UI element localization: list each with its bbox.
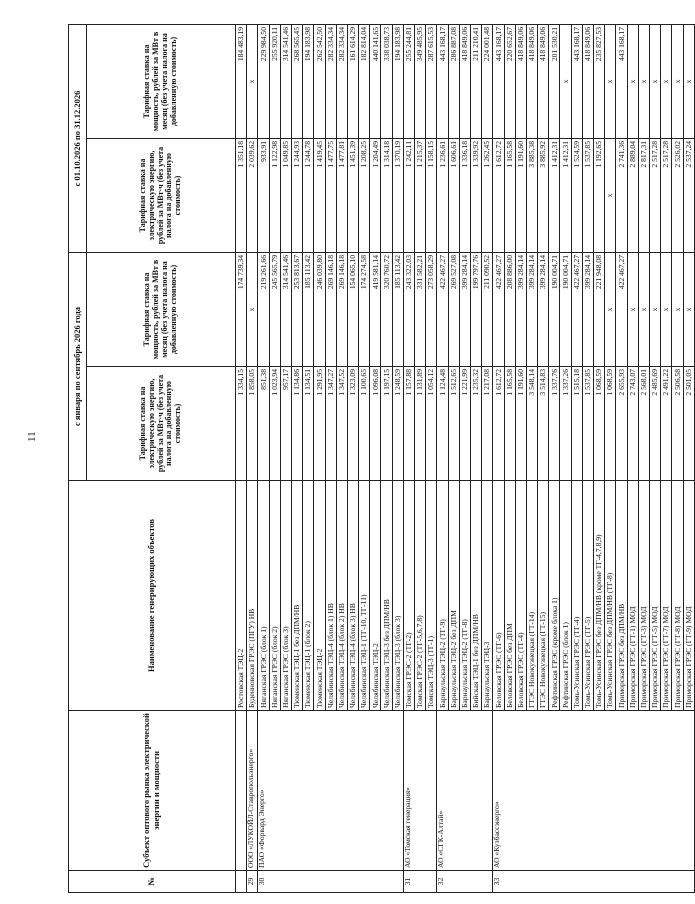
- cell-energy-rate-2: 1 244,93: [291, 139, 302, 253]
- cell-capacity-rate-1: 273 058,29: [426, 253, 437, 367]
- cell-capacity-rate-1: 422 467,27: [493, 253, 504, 367]
- cell-energy-rate-2: 1 244,78: [303, 139, 314, 253]
- cell-capacity-rate-1: 422 467,27: [437, 253, 448, 367]
- cell-capacity-rate-1: x: [672, 253, 683, 367]
- cell-capacity-rate-1: 269 146,18: [336, 253, 347, 367]
- table-row: [493, 24, 504, 892]
- cell-energy-rate-1: 1 347,52: [336, 367, 347, 481]
- cell-energy-rate-1: 957,17: [280, 367, 291, 481]
- cell-energy-rate-1: 3 514,83: [538, 367, 549, 481]
- cell-energy-rate-2: 1 477,75: [325, 139, 336, 253]
- cell-energy-rate-2: 2 741,36: [616, 139, 627, 253]
- cell-energy-rate-1: 1 068,59: [605, 367, 616, 481]
- cell-object: Ростовская ТЭЦ-2: [236, 481, 247, 711]
- cell-energy-rate-2: 1 370,19: [392, 139, 403, 253]
- cell-capacity-rate-2: 349 485,95: [415, 24, 426, 138]
- cell-capacity-rate-1: 399 284,14: [526, 253, 537, 367]
- header-object: Наименование генерирующих объектов: [69, 481, 236, 711]
- cell-energy-rate-2: 1 412,31: [560, 139, 571, 253]
- cell-energy-rate-2: 2 526,02: [672, 139, 683, 253]
- cell-object: Рефтинская ГРЭС (блок 1): [560, 481, 571, 711]
- cell-energy-rate-2: 1 336,18: [459, 139, 470, 253]
- cell-object: Тюменская ТЭЦ-1 без ДПМ/НВ: [291, 481, 302, 711]
- cell-num: 32: [437, 871, 493, 893]
- cell-object: Томь-Усинская ГРЭС без ДПМ/НВ (кроме ТГ-4,7,8,9): [594, 481, 605, 711]
- cell-capacity-rate-1: 422 467,27: [616, 253, 627, 367]
- cell-energy-rate-1: 1 334,15: [236, 367, 247, 481]
- cell-capacity-rate-2: 443 168,17: [616, 24, 627, 138]
- cell-capacity-rate-2: x: [627, 24, 638, 138]
- cell-object: Беловская ГРЭС (ТГ-6): [493, 481, 504, 711]
- table-row: [437, 24, 448, 892]
- cell-object: Приморская ГРЭС (ГТ-3) МОД: [638, 481, 649, 711]
- cell-capacity-rate-1: 221 948,08: [594, 253, 605, 367]
- cell-energy-rate-2: 1 242,11: [403, 139, 414, 253]
- header-period-1: с января по сентябрь 2026 года: [69, 253, 87, 481]
- cell-capacity-rate-1: x: [683, 253, 694, 367]
- header-energy-rate-1: Тарифная ставка на электрическую энергию, рублей за МВт·ч (без учета налога на добавленную стоимость): [87, 367, 236, 481]
- cell-energy-rate-2: 1 606,61: [448, 139, 459, 253]
- cell-capacity-rate-1: x: [649, 253, 660, 367]
- cell-energy-rate-1: 1 191,60: [515, 367, 526, 481]
- cell-num: 30: [258, 871, 403, 893]
- cell-object: Приморская ГРЭС (ГТ-8) МОД: [672, 481, 683, 711]
- cell-energy-rate-2: 1 122,98: [269, 139, 280, 253]
- cell-object: Буденновская ГРЭС (ПГУ) НВ: [247, 481, 258, 711]
- cell-subject: ООО «ЛУКОЙЛ-Ставропольэнерго»: [247, 711, 258, 871]
- cell-energy-rate-2: 1 351,18: [236, 139, 247, 253]
- table-header: [69, 24, 236, 892]
- cell-object: Барнаульская ТЭЦ-2 без ДПМ: [448, 481, 459, 711]
- cell-object: Няганская ГРЭС (блок 3): [280, 481, 291, 711]
- cell-object: Приморская ГРЭС без ДПМ/НВ: [616, 481, 627, 711]
- cell-capacity-rate-1: x: [605, 253, 616, 367]
- cell-capacity-rate-1: 190 004,71: [560, 253, 571, 367]
- cell-object: Беловская ГРЭС (ТГ-4): [515, 481, 526, 711]
- cell-capacity-rate-1: 208 886,00: [504, 253, 515, 367]
- table-body: [236, 24, 695, 892]
- cell-energy-rate-2: 1 524,59: [571, 139, 582, 253]
- cell-capacity-rate-1: 185 113,42: [392, 253, 403, 367]
- cell-capacity-rate-1: 190 004,71: [549, 253, 560, 367]
- cell-object: Челябинская ТЭЦ-4 (блок 3) НВ: [347, 481, 358, 711]
- cell-capacity-rate-2: 443 168,17: [493, 24, 504, 138]
- cell-energy-rate-2: 1 236,61: [437, 139, 448, 253]
- cell-energy-rate-1: 1 068,59: [594, 367, 605, 481]
- cell-object: Томская ТЭЦ-3 (ТГ-1): [426, 481, 437, 711]
- cell-energy-rate-1: 2 501,05: [683, 367, 694, 481]
- cell-capacity-rate-2: 224 001,48: [482, 24, 493, 138]
- cell-capacity-rate-1: 154 065,10: [347, 253, 358, 367]
- cell-capacity-rate-1: 185 113,42: [303, 253, 314, 367]
- cell-capacity-rate-1: x: [627, 253, 638, 367]
- cell-object: Беловская ГРЭС без ДПМ: [504, 481, 515, 711]
- cell-capacity-rate-2: 211 210,41: [470, 24, 481, 138]
- header-capacity-rate-2: Тарифная ставка на мощность, рублей за МВт в месяц (без учета налога на добавленную стоимость): [87, 24, 236, 138]
- cell-object: Барнаульская ТЭЦ-3: [482, 481, 493, 711]
- cell-capacity-rate-1: x: [638, 253, 649, 367]
- cell-capacity-rate-2: 282 334,34: [325, 24, 336, 138]
- cell-energy-rate-1: 2 491,22: [661, 367, 672, 481]
- cell-object: Челябинская ТЭЦ-1 (ТГ-10, ТГ-11): [359, 481, 370, 711]
- cell-energy-rate-1: 1 347,27: [325, 367, 336, 481]
- cell-object: ГТЭС Новокузнецкая (ГТ-14): [526, 481, 537, 711]
- cell-capacity-rate-1: 243 322,03: [403, 253, 414, 367]
- cell-subject: ПАО «Форвард Энерго»: [258, 711, 403, 871]
- header-subject: Субъект оптового рынка электрической энергии и мощности: [69, 711, 236, 871]
- cell-capacity-rate-2: 262 542,50: [314, 24, 325, 138]
- cell-energy-rate-2: 3 885,38: [526, 139, 537, 253]
- cell-capacity-rate-1: 422 467,27: [571, 253, 582, 367]
- cell-energy-rate-2: 2 517,28: [649, 139, 660, 253]
- cell-capacity-rate-2: 255 244,81: [403, 24, 414, 138]
- cell-energy-rate-1: 1 124,48: [437, 367, 448, 481]
- cell-energy-rate-1: 1 217,08: [482, 367, 493, 481]
- cell-capacity-rate-1: 269 146,18: [325, 253, 336, 367]
- cell-energy-rate-2: 1 477,81: [336, 139, 347, 253]
- cell-capacity-rate-2: 443 168,17: [437, 24, 448, 138]
- cell-energy-rate-1: 2 568,01: [638, 367, 649, 481]
- cell-energy-rate-2: 1 049,85: [280, 139, 291, 253]
- cell-object: Рефтинская ГРЭС (кроме блока 1): [549, 481, 560, 711]
- cell-object: Барнаульская ТЭЦ-2 (ТГ-8): [459, 481, 470, 711]
- cell-object: Няганская ГРЭС (блок 2): [269, 481, 280, 711]
- cell-capacity-rate-1: 419 581,14: [370, 253, 381, 367]
- cell-capacity-rate-2: x: [649, 24, 660, 138]
- cell-energy-rate-1: 1 100,65: [359, 367, 370, 481]
- cell-object: Челябинская ТЭЦ-2: [370, 481, 381, 711]
- cell-energy-rate-2: 1 537,85: [582, 139, 593, 253]
- cell-energy-rate-1: 1 858,05: [247, 367, 258, 481]
- cell-energy-rate-2: 2 817,31: [638, 139, 649, 253]
- cell-capacity-rate-2: 182 814,04: [359, 24, 370, 138]
- header-period-2: с 01.10.2026 по 31.12.2026: [69, 24, 87, 252]
- cell-energy-rate-1: 2 506,58: [672, 367, 683, 481]
- cell-object: Томь-Усинская ГРЭС без ДПМ/НВ (ТГ-8): [605, 481, 616, 711]
- header-energy-rate-2: Тарифная ставка на электрическую энергию, рублей за МВт·ч (без учета налога на добавленную стоимость): [87, 139, 236, 253]
- table-row: [236, 24, 247, 892]
- cell-energy-rate-1: 3 548,14: [526, 367, 537, 481]
- cell-energy-rate-2: 1 204,49: [370, 139, 381, 253]
- cell-capacity-rate-1: 320 760,72: [381, 253, 392, 367]
- cell-capacity-rate-1: x: [661, 253, 672, 367]
- cell-energy-rate-1: 2 485,69: [649, 367, 660, 481]
- header-num: №: [69, 871, 236, 893]
- cell-energy-rate-2: 1 612,72: [493, 139, 504, 253]
- cell-object: Приморская ГРЭС (ГТ-1) МОД: [627, 481, 638, 711]
- cell-energy-rate-1: 2 655,93: [616, 367, 627, 481]
- cell-object: Томь-Усинская ГРЭС (ТГ-4): [571, 481, 582, 711]
- table-row: [258, 24, 269, 892]
- cell-capacity-rate-1: 199 797,76: [470, 253, 481, 367]
- cell-energy-rate-1: 1 197,15: [381, 367, 392, 481]
- cell-energy-rate-1: 1 515,18: [571, 367, 582, 481]
- cell-energy-rate-1: 1 096,08: [370, 367, 381, 481]
- header-capacity-rate-1: Тарифная ставка на мощность, рублей за МВт в месяц (без учета налога на добавленную стоимость): [87, 253, 236, 367]
- cell-energy-rate-1: 1 023,94: [269, 367, 280, 481]
- cell-capacity-rate-2: 161 614,29: [347, 24, 358, 138]
- cell-subject: АО «Кузбассэнерго»: [493, 711, 694, 871]
- cell-capacity-rate-2: x: [683, 24, 694, 138]
- cell-energy-rate-2: 1 165,58: [504, 139, 515, 253]
- cell-energy-rate-2: x: [605, 139, 616, 253]
- cell-capacity-rate-2: 443 168,17: [571, 24, 582, 138]
- tariff-table: [68, 24, 695, 893]
- cell-object: Челябинская ТЭЦ-4 (блок 2) НВ: [336, 481, 347, 711]
- cell-energy-rate-1: 1 054,12: [426, 367, 437, 481]
- cell-object: Томская ГРЭС-2 (ТГ-5,6,7,8): [415, 481, 426, 711]
- cell-object: Приморская ГРЭС (ГТ-7) МОД: [661, 481, 672, 711]
- cell-capacity-rate-2: 201 530,21: [549, 24, 560, 138]
- cell-energy-rate-1: 1 221,99: [459, 367, 470, 481]
- cell-capacity-rate-2: 268 565,45: [291, 24, 302, 138]
- cell-capacity-rate-1: 399 284,14: [459, 253, 470, 367]
- cell-capacity-rate-2: 338 038,73: [381, 24, 392, 138]
- cell-object: Челябинская ТЭЦ-3 без ДПМ/НВ: [381, 481, 392, 711]
- cell-capacity-rate-2: 220 652,67: [504, 24, 515, 138]
- cell-capacity-rate-1: 174 739,34: [236, 253, 247, 367]
- cell-energy-rate-1: 1 291,95: [314, 367, 325, 481]
- cell-subject: [236, 711, 247, 871]
- cell-energy-rate-2: 2 889,04: [627, 139, 638, 253]
- cell-energy-rate-1: 1 612,72: [493, 367, 504, 481]
- cell-object: Томская ГРЭС-2 (ТГ-2): [403, 481, 414, 711]
- cell-capacity-rate-1: 246 039,80: [314, 253, 325, 367]
- cell-capacity-rate-2: x: [672, 24, 683, 138]
- cell-energy-rate-2: 2 537,24: [683, 139, 694, 253]
- cell-energy-rate-2: 3 885,92: [538, 139, 549, 253]
- cell-object: Барнаульская ТЭЦ-2 (ТГ-9): [437, 481, 448, 711]
- cell-energy-rate-2: 1 215,37: [415, 139, 426, 253]
- cell-capacity-rate-2: 314 541,46: [280, 24, 291, 138]
- tariff-table-container: [68, 25, 693, 893]
- cell-energy-rate-2: 1 339,92: [470, 139, 481, 253]
- cell-energy-rate-2: 1 192,65: [594, 139, 605, 253]
- cell-capacity-rate-2: 418 849,06: [526, 24, 537, 138]
- cell-energy-rate-1: 1 512,65: [448, 367, 459, 481]
- cell-capacity-rate-2: 418 849,06: [582, 24, 593, 138]
- cell-capacity-rate-2: x: [247, 24, 258, 138]
- cell-object: Тюменская ТЭЦ-2: [314, 481, 325, 711]
- cell-energy-rate-1: 1 248,59: [392, 367, 403, 481]
- cell-capacity-rate-1: 399 284,14: [582, 253, 593, 367]
- cell-capacity-rate-2: 184 483,19: [236, 24, 247, 138]
- cell-object: Приморская ГРЭС (ГТ-5) МОД: [649, 481, 660, 711]
- cell-capacity-rate-1: 219 261,66: [258, 253, 269, 367]
- cell-capacity-rate-1: 399 284,14: [538, 253, 549, 367]
- cell-num: 29: [247, 871, 258, 893]
- cell-energy-rate-2: 933,91: [258, 139, 269, 253]
- cell-energy-rate-2: 1 419,45: [314, 139, 325, 253]
- cell-energy-rate-2: 1 191,60: [515, 139, 526, 253]
- cell-energy-rate-2: 1 451,39: [347, 139, 358, 253]
- cell-object: Няганская ГРЭС (блок 1): [258, 481, 269, 711]
- cell-capacity-rate-2: 229 984,50: [258, 24, 269, 138]
- cell-capacity-rate-2: 440 141,65: [370, 24, 381, 138]
- cell-energy-rate-1: 1 134,86: [291, 367, 302, 481]
- cell-capacity-rate-1: 174 274,58: [359, 253, 370, 367]
- cell-energy-rate-1: 1 537,85: [582, 367, 593, 481]
- cell-capacity-rate-2: 287 615,53: [426, 24, 437, 138]
- cell-capacity-rate-2: x: [661, 24, 672, 138]
- cell-energy-rate-2: 1 158,15: [426, 139, 437, 253]
- cell-energy-rate-2: 1 412,31: [549, 139, 560, 253]
- cell-object: Челябинская ТЭЦ-3 (блок 3): [392, 481, 403, 711]
- cell-capacity-rate-1: 399 284,14: [515, 253, 526, 367]
- cell-capacity-rate-1: 253 813,67: [291, 253, 302, 367]
- cell-energy-rate-1: 1 134,51: [303, 367, 314, 481]
- cell-energy-rate-1: 1 131,89: [415, 367, 426, 481]
- cell-energy-rate-2: 2 039,62: [247, 139, 258, 253]
- cell-energy-rate-1: 2 743,07: [627, 367, 638, 481]
- cell-capacity-rate-1: x: [247, 253, 258, 367]
- cell-capacity-rate-2: 418 849,06: [459, 24, 470, 138]
- cell-num: 31: [403, 871, 437, 893]
- cell-energy-rate-2: 1 262,45: [482, 139, 493, 253]
- cell-object: Приморская ГРЭС (ГТ-9) МОД: [683, 481, 694, 711]
- cell-capacity-rate-2: 418 849,06: [515, 24, 526, 138]
- cell-capacity-rate-2: 194 183,98: [392, 24, 403, 138]
- cell-capacity-rate-1: 245 565,79: [269, 253, 280, 367]
- cell-subject: АО «СГК-Алтай»: [437, 711, 493, 871]
- cell-capacity-rate-2: 282 334,34: [336, 24, 347, 138]
- cell-object: Челябинская ТЭЦ-4 (блок 1) НВ: [325, 481, 336, 711]
- cell-energy-rate-2: 2 517,28: [661, 139, 672, 253]
- cell-capacity-rate-2: 418 849,06: [538, 24, 549, 138]
- cell-capacity-rate-1: 211 090,52: [482, 253, 493, 367]
- cell-capacity-rate-2: x: [638, 24, 649, 138]
- cell-energy-rate-1: 1 337,26: [560, 367, 571, 481]
- cell-object: Тюменская ТЭЦ-1 (блок 2): [303, 481, 314, 711]
- cell-subject: АО «Томская генерация»: [403, 711, 437, 871]
- cell-capacity-rate-2: x: [560, 24, 571, 138]
- cell-capacity-rate-2: 286 887,08: [448, 24, 459, 138]
- cell-energy-rate-1: 1 337,76: [549, 367, 560, 481]
- cell-energy-rate-2: 1 314,18: [381, 139, 392, 253]
- cell-object: ГТЭС Новокузнецкая (ГТ-15): [538, 481, 549, 711]
- cell-num: 33: [493, 871, 694, 893]
- cell-energy-rate-2: 1 208,25: [359, 139, 370, 253]
- cell-capacity-rate-2: 255 920,11: [269, 24, 280, 138]
- table-row: [247, 24, 258, 892]
- cell-num: [236, 871, 247, 893]
- cell-capacity-rate-1: 269 527,08: [448, 253, 459, 367]
- cell-energy-rate-1: 1 157,88: [403, 367, 414, 481]
- cell-capacity-rate-2: 235 827,53: [594, 24, 605, 138]
- cell-capacity-rate-1: 314 541,46: [280, 253, 291, 367]
- cell-energy-rate-1: 851,38: [258, 367, 269, 481]
- cell-object: Бийская ТЭЦ-1 без ДПМ/НВ: [470, 481, 481, 711]
- cell-energy-rate-1: 1 323,09: [347, 367, 358, 481]
- cell-capacity-rate-2: 194 183,98: [303, 24, 314, 138]
- cell-energy-rate-1: 1 235,32: [470, 367, 481, 481]
- cell-capacity-rate-1: 331 582,21: [415, 253, 426, 367]
- page-number: 11: [26, 431, 38, 442]
- cell-capacity-rate-2: x: [605, 24, 616, 138]
- cell-energy-rate-1: 1 165,58: [504, 367, 515, 481]
- cell-object: Томь-Усинская ГРЭС (ТГ-5): [582, 481, 593, 711]
- table-row: [403, 24, 414, 892]
